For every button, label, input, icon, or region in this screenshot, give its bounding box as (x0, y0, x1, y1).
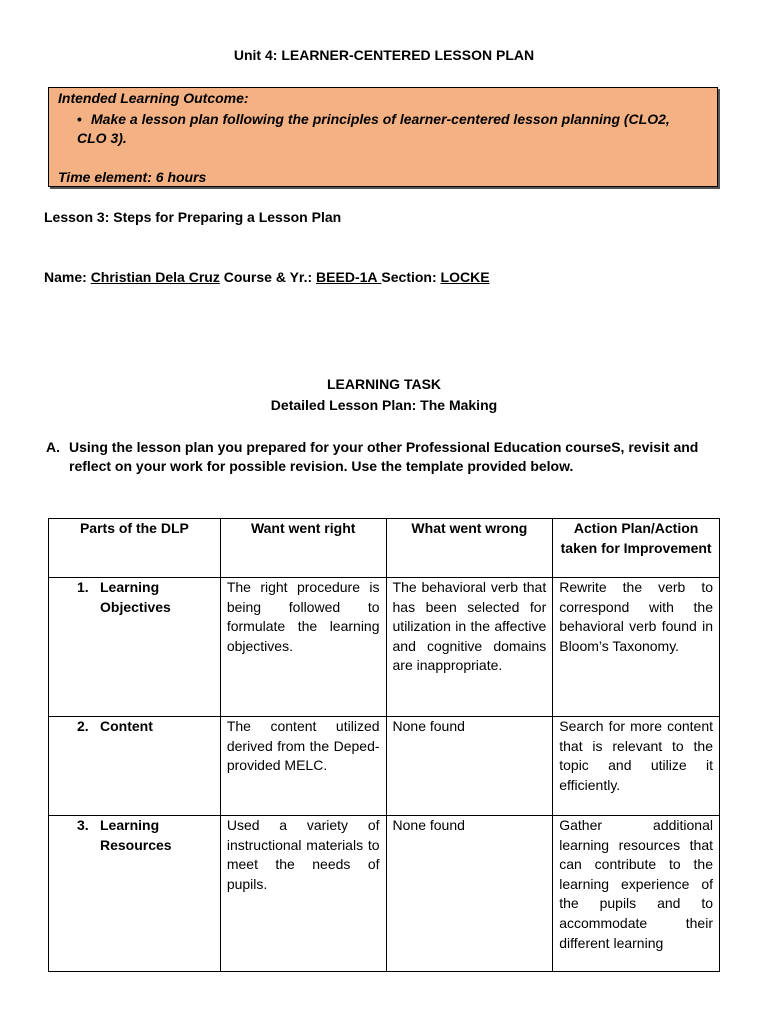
instruction-marker: A. (46, 439, 60, 455)
table-row (49, 717, 720, 816)
instruction-text: Using the lesson plan you prepared for your other Professional Education courseS, revisit and reflect on your work for possible revision. Use the template provided below. (69, 439, 699, 474)
header-action: Action Plan/Action taken for Improvement (553, 519, 720, 578)
course-label: Course & Yr.: (223, 269, 313, 285)
time-element: Time element: 6 hours (58, 169, 207, 185)
course-value: BEED-1A (316, 269, 378, 285)
part-cell (49, 816, 221, 972)
right-cell: Used a variety of instructional materials to meet the needs of pupils. (220, 816, 386, 972)
name-label: Name: (44, 269, 87, 285)
right-cell: The content utilized derived from the Deped-provided MELC. (220, 717, 386, 816)
right-cell: The right procedure is being followed to formulate the learning objectives. (220, 578, 386, 717)
task-title: LEARNING TASK (326, 376, 442, 392)
part-name: Learning Objectives (100, 579, 171, 615)
action-cell: Rewrite the verb to correspond with the behavioral verb found in Bloom’s Taxonomy. (553, 578, 720, 717)
part-number: 1. (77, 579, 89, 595)
part-name: Content (100, 718, 153, 734)
part-cell (49, 717, 221, 816)
section-value: LOCKE (440, 269, 490, 285)
learning-outcome-box (48, 87, 718, 187)
bullet-icon: • (77, 111, 82, 127)
action-cell: Search for more content that is relevant to the topic and utilize it efficiently. (553, 717, 720, 816)
part-name: Learning Resources (100, 817, 172, 853)
action-cell: Gather additional learning resources that can contribute to the learning experience of the pupils and to accommodate their different learning (553, 816, 720, 972)
outcome-label: Intended Learning Outcome: (58, 90, 249, 106)
wrong-cell: None found (386, 816, 553, 972)
outcome-text: Make a lesson plan following the principles of learner-centered lesson planning (CLO2, CLO 3). (77, 111, 670, 146)
header-parts: Parts of the DLP (49, 519, 221, 578)
unit-title: Unit 4: LEARNER-CENTERED LESSON PLAN (233, 47, 535, 63)
wrong-cell: None found (386, 717, 553, 816)
header-wrong: What went wrong (386, 519, 553, 578)
part-cell (49, 578, 221, 717)
part-number: 3. (77, 817, 89, 833)
header-right: Want went right (220, 519, 386, 578)
table-row (49, 816, 720, 972)
table-header-row (49, 519, 720, 578)
wrong-cell: The behavioral verb that has been selected for utilization in the affective and cognitive domains are inappropriate. (386, 578, 553, 717)
section-label: Section: (381, 269, 437, 285)
student-name: Christian Dela Cruz (90, 269, 220, 285)
student-info (44, 269, 490, 285)
outcome-bullet-item (77, 110, 697, 148)
part-number: 2. (77, 718, 89, 734)
dlp-table (48, 518, 720, 972)
table-row (49, 578, 720, 717)
task-subtitle: Detailed Lesson Plan: The Making (270, 397, 498, 413)
lesson-title: Lesson 3: Steps for Preparing a Lesson Plan (44, 209, 342, 225)
